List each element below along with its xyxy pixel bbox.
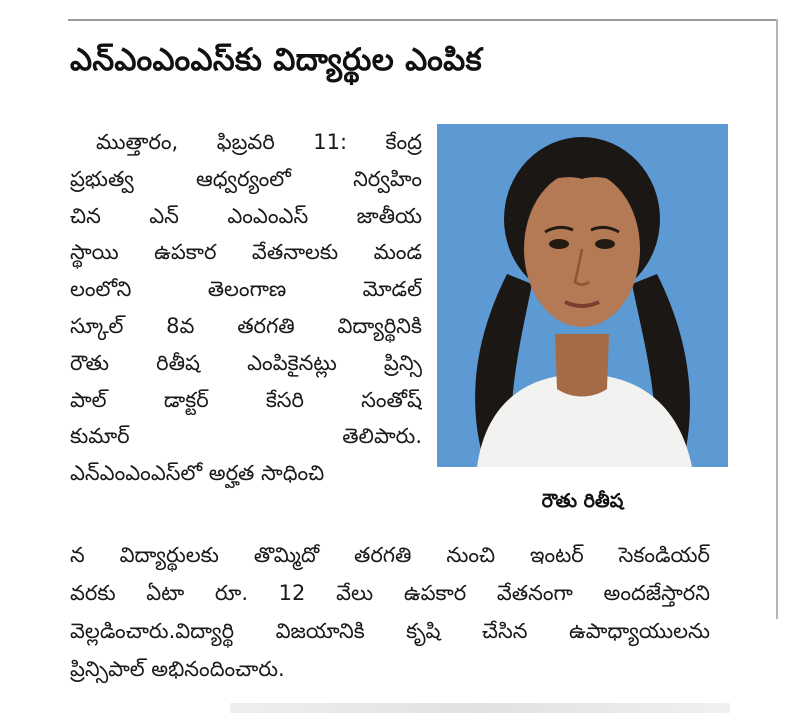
body-line: వరకు ఏటా రూ. 12 వేలు ఉపకార వేతనంగా అందజేస్తారని: [70, 581, 710, 605]
body-line: ముత్తారం, ఫిబ్రవరి 11: కేంద్ర: [96, 130, 422, 154]
article-headline: ఎన్ఎంఎంఎస్‌కు విద్యార్థుల ఎంపిక: [70, 42, 482, 78]
wide-column-body: [70, 536, 710, 688]
body-line: ప్రభుత్వ ఆధ్వర్యంలో నిర్వహిం: [70, 166, 422, 191]
body-line: స్కూల్ 8వ తరగతి విద్యార్థినికి: [70, 313, 422, 338]
body-line: కుమార్ తెలిపారు.: [70, 424, 422, 449]
body-line: న విద్యార్థులకు తొమ్మిదో తరగతి నుంచి ఇంటర్ సెకండియర్: [70, 543, 710, 567]
body-line: లంలోని తెలంగాణ మోడల్: [70, 277, 422, 302]
photo-caption: రౌతు రితీష: [541, 490, 624, 512]
body-line: చిన ఎన్ ఎంఎంఎస్ జాతీయ: [70, 203, 422, 228]
body-line: స్థాయి ఉపకార వేతనాలకు మండ: [70, 240, 422, 265]
body-line: పాల్ డాక్టర్ కేసరి సంతోష్: [70, 387, 422, 412]
student-photo: [437, 124, 728, 467]
body-line: ఎన్ఎంఎంఎస్‌లో అర్హత సాధించి: [70, 461, 325, 486]
body-line: ప్రిన్సిపాల్ అభినందించారు.: [70, 657, 285, 681]
top-rule: [68, 19, 778, 21]
narrow-column-body: [70, 124, 422, 492]
portrait-illustration: [437, 124, 728, 467]
next-article-fragment: [230, 703, 730, 713]
body-line: వెల్లడించారు.విద్యార్థి విజయానికి కృషి చేసిన ఉపాధ్యాయులను: [70, 619, 710, 643]
body-line: రౌతు రితీష ఎంపికైనట్లు ప్రిన్సి: [70, 350, 422, 375]
column-divider: [776, 19, 778, 619]
